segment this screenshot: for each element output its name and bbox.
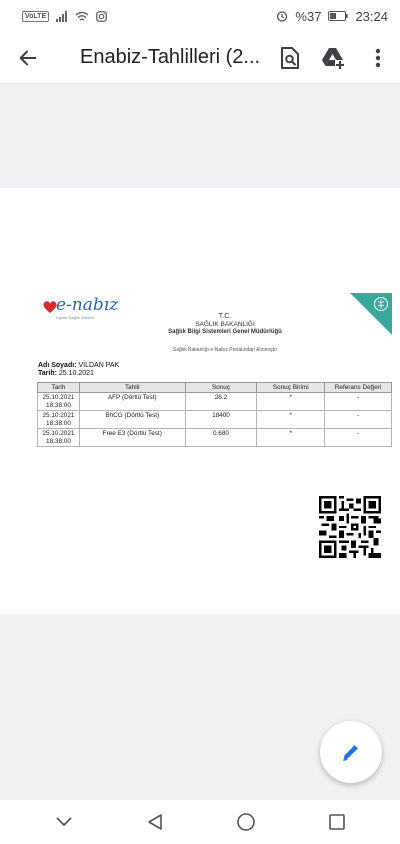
- cell-reference: -: [325, 429, 392, 447]
- cell-test: BhCG (Dörtlü Test): [79, 411, 185, 429]
- instagram-icon: [96, 11, 107, 22]
- cell-unit: *: [257, 393, 325, 411]
- patient-name-value: VİLDAN PAK: [78, 362, 120, 369]
- ministry-emblem-icon: [350, 293, 392, 335]
- header-ministry: SAĞLIK BAKANLIĞI: [195, 321, 255, 328]
- add-to-drive-button[interactable]: [312, 32, 356, 84]
- cell-unit: *: [257, 411, 325, 429]
- nav-hide-button[interactable]: [44, 802, 84, 842]
- report-date-value: 25.10.2021: [58, 370, 94, 377]
- table-row: [38, 393, 392, 411]
- nav-home-button[interactable]: [226, 802, 266, 842]
- patient-name-label: Adı Soyadı:: [38, 362, 77, 369]
- more-options-button[interactable]: [356, 32, 400, 84]
- wifi-icon: [75, 11, 89, 22]
- nav-recents-button[interactable]: [317, 802, 357, 842]
- cell-result: 18400: [185, 411, 257, 429]
- document-title: Enabiz-Tahlilleri (2...: [80, 46, 261, 68]
- clock-time: 23:24: [355, 8, 388, 24]
- cell-reference: -: [325, 393, 392, 411]
- header-tc: T.C.: [218, 313, 232, 320]
- chevron-down-icon: [56, 817, 72, 827]
- qr-code-icon: [319, 496, 381, 558]
- report-date: [38, 370, 94, 377]
- system-nav-bar: [0, 800, 400, 844]
- col-reference: Referans Değeri: [325, 383, 392, 393]
- status-right: [276, 9, 388, 24]
- cell-reference: -: [325, 411, 392, 429]
- table-row: [38, 411, 392, 429]
- cell-date: 25.10.2021 18:38:00: [38, 393, 80, 411]
- alarm-icon: [276, 10, 288, 22]
- col-result: Sonuç: [185, 383, 257, 393]
- status-left: [22, 11, 107, 22]
- header-directorate: Sağlık Bilgi Sistemleri Genel Müdürlüğü: [168, 329, 282, 335]
- signal-icon: [56, 11, 68, 22]
- cell-date: 25.10.2021 18:38:00: [38, 429, 80, 447]
- pencil-icon: [340, 741, 362, 763]
- table-row: [38, 429, 392, 447]
- status-bar: [0, 0, 400, 32]
- battery-icon: [328, 11, 348, 21]
- cell-result: 0.680: [185, 429, 257, 447]
- logo-subtext: Kişisel Sağlık Sistemi: [56, 315, 95, 320]
- enabiz-logo: [42, 295, 122, 322]
- add-to-drive-icon: [321, 46, 347, 70]
- back-button[interactable]: [0, 32, 56, 84]
- patient-name: [38, 362, 119, 369]
- col-date: Tarih: [38, 383, 80, 393]
- battery-percent: %37: [295, 8, 322, 24]
- cell-result: 26.2: [185, 393, 257, 411]
- square-recents-icon: [328, 813, 346, 831]
- volte-badge: VoLTE: [22, 11, 49, 22]
- triangle-back-icon: [146, 813, 164, 831]
- cell-date: 25.10.2021 18:38:00: [38, 411, 80, 429]
- edit-fab-button[interactable]: [320, 721, 382, 783]
- report-date-label: Tarih:: [38, 370, 57, 377]
- cell-test: Free E3 (Dörtlü Test): [79, 429, 185, 447]
- header-source-note: Sağlık Bakanlığı e-Nabız Portalından Alınmıştır: [172, 347, 278, 353]
- cell-test: AFP (Dörtlü Test): [79, 393, 185, 411]
- more-vert-icon: [375, 48, 381, 68]
- find-in-page-button[interactable]: [268, 32, 312, 84]
- app-bar: [0, 32, 400, 84]
- col-unit: Sonuç Birimi: [257, 383, 325, 393]
- logo-text: e-nabız: [56, 295, 119, 315]
- circle-home-icon: [236, 812, 256, 832]
- arrow-left-icon: [17, 47, 39, 69]
- results-table: [37, 382, 392, 447]
- find-in-page-icon: [279, 46, 301, 70]
- col-test: Tahlil: [79, 383, 185, 393]
- table-header-row: [38, 383, 392, 393]
- nav-back-button[interactable]: [135, 802, 175, 842]
- cell-unit: *: [257, 429, 325, 447]
